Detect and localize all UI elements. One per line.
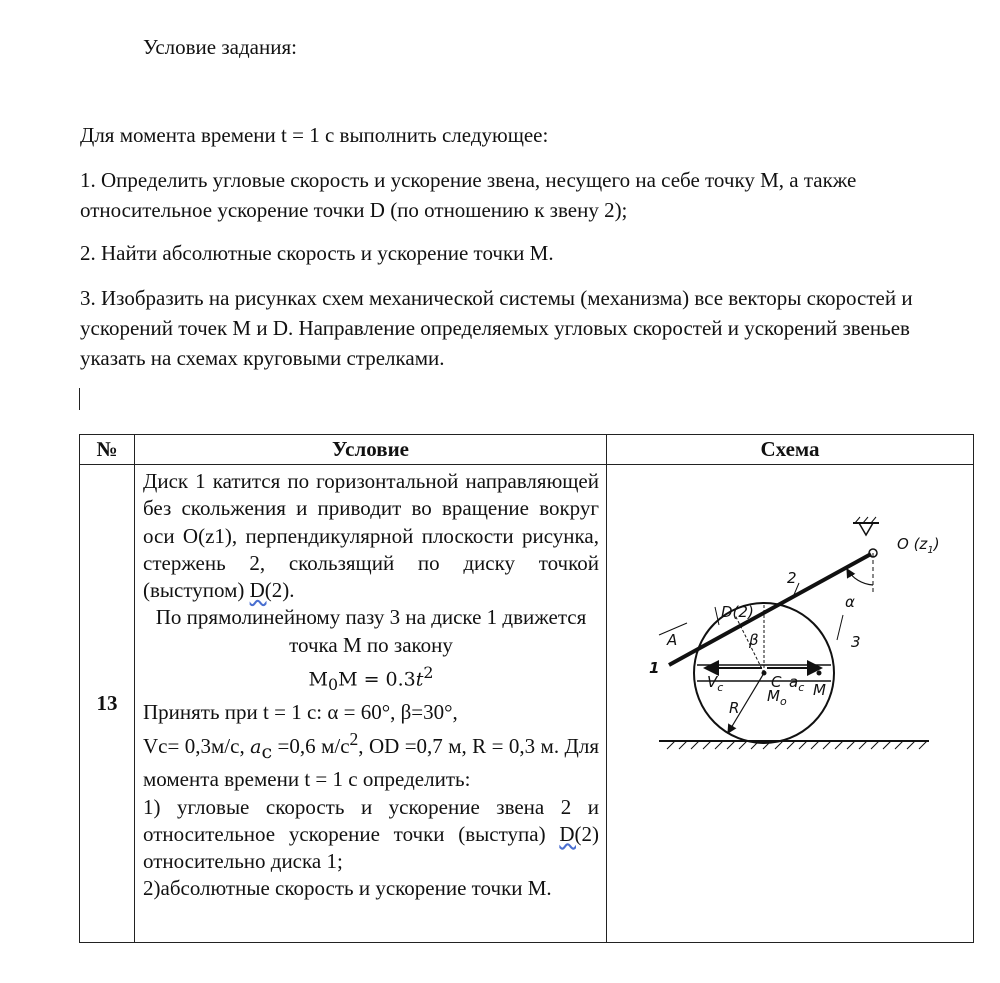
- header-number: №: [80, 435, 135, 465]
- label-m: M: [813, 681, 826, 699]
- condition-paragraph-5: 1) угловые скорость и ускорение звена 2 и относительное ускорение точки (выступа) D(2) относительно диска 1;: [143, 794, 599, 874]
- label-d: D(2): [721, 603, 754, 621]
- motion-law-formula: $M_0M = 0.3t^2$: [308, 663, 434, 695]
- point-m: [817, 671, 822, 676]
- label-alpha: α: [845, 593, 855, 611]
- label-disk-1: 1: [649, 659, 660, 677]
- alpha-arc: [847, 569, 873, 585]
- row-scheme: [607, 465, 974, 943]
- text-cursor: [79, 388, 80, 410]
- task-table: [79, 434, 974, 943]
- task-item-3: 3. Изобразить на рисунках схем механической системы (механизма) все векторы скоростей и ускорений точек М и D. Направление определяемых угловых скоростей и ускорений звеньев указать на схемах круговыми стрелками.: [80, 286, 913, 370]
- condition-paragraph-2: По прямолинейному пазу 3 на диске 1 движется точка М по закону: [155, 605, 587, 657]
- rod-2: [669, 554, 871, 665]
- task-item-1: 1. Определить угловые скорость и ускорение звена, несущего на себе точку М, а также относительное ускорение точки D (по отношению к звену 2);: [80, 168, 857, 222]
- label-m0: $M_o$: [767, 687, 787, 708]
- slot-leader: [837, 615, 843, 640]
- label-ac: $a_c$: [789, 673, 805, 694]
- row-condition: [135, 465, 607, 943]
- label-r: R: [729, 699, 740, 717]
- intro-text: Для момента времени t = 1 с выполнить следующее:: [80, 123, 549, 147]
- center-c: [762, 671, 767, 676]
- label-a: A: [667, 631, 678, 649]
- page-heading: Условие задания:: [143, 35, 297, 59]
- header-condition: Условие: [135, 435, 607, 465]
- ground-guide: [659, 741, 929, 749]
- condition-paragraph-3: Принять при t = 1 с: α = 60°, β=30°,: [143, 699, 458, 724]
- condition-paragraph-1: Диск 1 катится по горизонтальной направляющей без скольжения и приводит во вращение вокруг оси O(z1), перпендикулярной плоскости рисунка, стержень 2, скользящий по диску точкой (выступом) D(2).: [143, 469, 599, 603]
- label-c: C: [771, 673, 782, 691]
- label-slot-3: 3: [851, 633, 861, 651]
- condition-paragraph-6: 2)абсолютные скорость и ускорение точки М.: [143, 876, 552, 901]
- table-row: [80, 465, 974, 943]
- condition-paragraph-4: Vc= 0,3м/с, $a_c =0,6$ $м/c^2$, OD =0,7 м, R = 0,3 м. Для момента времени t = 1 с определить:: [143, 728, 599, 792]
- table-header-row: [80, 435, 974, 465]
- label-o: O $(z_1)$: [897, 535, 940, 556]
- task-item-2: 2. Найти абсолютные скорость и ускорение точки М.: [80, 241, 554, 265]
- label-vc: $V_c$: [707, 673, 724, 694]
- header-scheme: Схема: [607, 435, 974, 465]
- row-number: 13: [80, 465, 135, 943]
- mechanism-diagram: [607, 465, 973, 765]
- label-beta: β: [749, 631, 759, 649]
- label-link-2: 2: [787, 569, 797, 587]
